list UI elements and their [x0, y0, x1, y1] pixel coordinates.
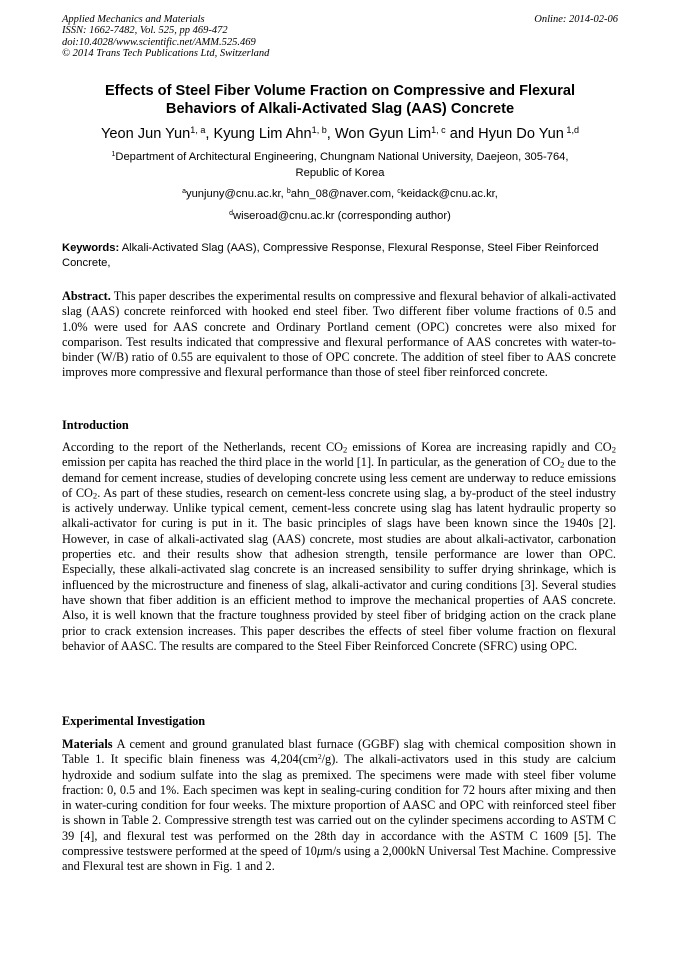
subscript: 2: [343, 444, 348, 455]
affiliation: [62, 150, 618, 181]
introduction-body: [62, 440, 616, 654]
journal-header: [62, 14, 618, 59]
intro-text: According to the report of the Netherlands, recent CO: [62, 440, 344, 454]
email-c[interactable]: keidack@cnu.ac.kr,: [400, 188, 498, 200]
email-mark-c: c: [397, 188, 401, 196]
mu-symbol: μ: [316, 844, 324, 859]
materials-lead: Materials: [62, 737, 113, 751]
abstract: [62, 289, 616, 381]
intro-text: due to the demand for cement increase, studies of developing concrete using less cement are underway to reduce emissions of CO: [62, 455, 616, 500]
exp-text: A cement and ground granulated blast furnace (GGBF) slag with chemical composition shown in Table 1. It specific blain fineness was 4,204(cm: [62, 737, 616, 767]
abstract-text: This paper describes the experimental results on compressive and flexural behavior of alkali-activated slag (AAS) concrete reinforced with hooked end steel fiber. Two different fiber volume fractions of 0.5 and 1.0% were used for AAS concrete and Ordinary Portland cement (OPC) concretes were also mixed for comparison. Test results indicated that compressive and flexural performance of AAS concretes with water-to-binder (W/B) ratio of 0.55 are equivalent to those of OPC concrete. The addition of steel fiber to AAS concrete improves more compressive and flexural performance than those of steel fiber reinforced concrete.: [62, 289, 616, 380]
experimental-heading: Experimental Investigation: [62, 714, 206, 728]
copyright-line: © 2014 Trans Tech Publications Ltd, Switzerland: [62, 47, 270, 59]
author-name: Hyun Do Yun: [478, 126, 564, 142]
issn-line: ISSN: 1662-7482, Vol. 525, pp 469-472: [62, 25, 228, 37]
author-separator: and: [445, 126, 479, 142]
author-affil-mark: 1,d: [563, 125, 579, 136]
author-name: Won Gyun Lim: [334, 126, 432, 142]
email-mark-a: a: [182, 188, 186, 196]
author-affil-mark: 1, b: [311, 125, 327, 136]
affiliation-line-2: Republic of Korea: [295, 166, 385, 179]
subscript: 2: [611, 444, 616, 455]
doi-line: doi:10.4028/www.scientific.net/AMM.525.469: [62, 36, 256, 48]
email-a[interactable]: yunjuny@cnu.ac.kr,: [185, 188, 287, 200]
paper-title: [62, 82, 618, 118]
keywords-text: Alkali-Activated Slag (AAS), Compressive Response, Flexural Response, Steel Fiber Reinforced Concrete,: [62, 242, 599, 270]
author-name: Yeon Jun Yun: [101, 126, 191, 142]
superscript: 2: [317, 752, 322, 762]
email-mark-b: b: [286, 188, 291, 196]
affiliation-mark: 1: [111, 151, 116, 159]
author-separator: ,: [205, 126, 214, 142]
intro-text: . As part of these studies, research on cement-less concrete using slag, a by-product of the steel industry is actively underway. Unlike typical cement, cement-less concrete using slag has latent hydraulic property so alkali-activator for curing is put in it. The basic principles of slags have been known since the 1940s [2]. However, in case of alkali-activated slag (AAS) concrete, most studies are about alkali-activator, carbonation properties etc. and their results show that adhesion strength, tensile performance are lower than OPC. Especially, these alkali-activated slag concrete is an increased sensibility to suffer drying shrinkage, which is influenced by the microstructure and fineness of slag, alkali-activator and curing conditions [3]. Several studies have shown that fiber addition is an efficient method to improve the mechanical properties of AAS concrete. Also, it is well known that the fracture toughness provided by steel fiber of bridging action on the crack plane prior to crack extension increases. This paper describes the effects of steel fiber volume fraction on flexural behavior of AASC. The results are compared to the Steel Fiber Reinforced Concrete (SFRC) using OPC.: [62, 485, 616, 653]
author-name: Kyung Lim Ahn: [213, 126, 312, 142]
affiliation-line-1: Department of Architectural Engineering, Chungnam National University, Daejeon, 305-764,: [115, 151, 569, 163]
title-line-1: Effects of Steel Fiber Volume Fraction on Compressive and Flexural: [104, 83, 576, 99]
email-mark-d: d: [229, 210, 234, 218]
keywords: [62, 241, 616, 272]
experimental-body: [62, 737, 616, 875]
journal-name: Applied Mechanics and Materials: [62, 14, 205, 25]
author-separator: ,: [326, 126, 335, 142]
abstract-label: Abstract.: [62, 289, 111, 303]
email-d[interactable]: wiseroad@cnu.ac.kr (corresponding author): [233, 210, 451, 222]
author-list: [62, 126, 618, 143]
title-line-2: Behaviors of Alkali-Activated Slag (AAS) Concrete: [165, 101, 515, 117]
online-date: Online: 2014-02-06: [534, 14, 618, 25]
author-affil-mark: 1, c: [431, 125, 446, 136]
email-line-1: [62, 188, 618, 201]
keywords-label: Keywords:: [62, 242, 120, 254]
email-line-2: [62, 210, 618, 223]
intro-text: emissions of Korea are increasing rapidly and CO: [347, 440, 612, 454]
subscript: 2: [92, 490, 98, 501]
exp-text: /g). The alkali-activators used in this study are calcium hydroxide and sodium sulfate into the slag as premixed. The specimens were made with steel fiber volume fraction: 0, 0.5 and 1%. Each specimen was kept in sealing-curing condition for 72 hours after mixing and then in water-curing condition for four weeks. The mixture proportion of AASC and OPC with reinforced steel fiber is shown in Table 2. Compressive strength test was carried out on the cylinder specimens according to ASTM C 39 [4], and flexural test was performed on the 28th day in accordance with the ASTM C 1609 [5]. The compressive testswere performed at the speed of 10: [62, 752, 616, 859]
author-affil-mark: 1, a: [190, 125, 206, 136]
exp-text: m/s using a 2,000kN Universal Test Machine. Compressive and Flexural test are shown in Fig. 1 and 2.: [62, 844, 616, 874]
introduction-heading: Introduction: [62, 418, 129, 432]
intro-text: emission per capita has reached the third place in the world [1]. In particular, as the generation of CO: [62, 455, 561, 470]
subscript: 2: [560, 460, 565, 471]
email-b[interactable]: ahn_08@naver.com,: [290, 188, 398, 200]
